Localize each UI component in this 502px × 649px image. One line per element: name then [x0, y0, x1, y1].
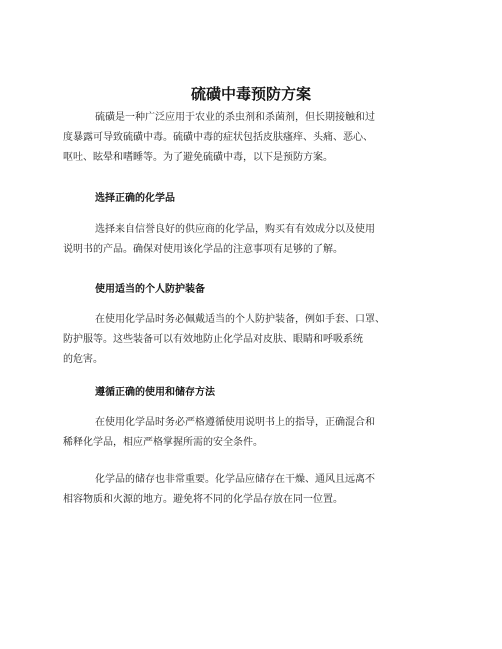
section-paragraph-usage [63, 413, 443, 453]
paragraph-line: 在使用化学品时务必佩戴适当的个人防护装备，例如手套、口罩、 [95, 314, 385, 325]
paragraph-line: 稀释化学品，相应严格掌握所需的安全条件。 [63, 437, 263, 448]
section-heading-ppe: 使用适当的个人防护装备 [95, 284, 205, 295]
paragraph-line: 呕吐、眩晕和嗜睡等。为了避免硫磺中毒，以下是预防方案。 [63, 152, 333, 163]
paragraph-line: 在使用化学品时务必严格遵循使用说明书上的指导，正确混合和 [95, 417, 375, 428]
page-title: 硫磺中毒预防方案 [190, 85, 311, 103]
section-paragraph-chemicals [63, 220, 443, 260]
section-heading-chemicals: 选择正确的化学品 [95, 193, 175, 204]
intro-paragraph [63, 108, 443, 168]
section-paragraph-ppe [63, 310, 443, 370]
paragraph-line: 说明书的产品。确保对使用该化学品的注意事项有足够的了解。 [63, 244, 343, 255]
paragraph-line: 的危害。 [63, 354, 103, 365]
paragraph-line: 选择来自信誉良好的供应商的化学品，购买有有效成分以及使用 [95, 224, 375, 235]
section-heading-usage-storage: 遵循正确的使用和储存方法 [95, 387, 215, 398]
paragraph-line: 防护服等。这些装备可以有效地防止化学品对皮肤、眼睛和呼吸系统 [63, 334, 363, 345]
paragraph-line: 硫磺是一种广泛应用于农业的杀虫剂和杀菌剂，但长期接触和过 [95, 112, 375, 123]
paragraph-line: 化学品的储存也非常重要。化学品应储存在干燥、通风且远离不 [95, 474, 375, 485]
section-paragraph-storage [63, 470, 443, 510]
paragraph-line: 相容物质和火源的地方。避免将不同的化学品存放在同一位置。 [63, 494, 343, 505]
paragraph-line: 度暴露可导致硫磺中毒。硫磺中毒的症状包括皮肤瘙痒、头痛、恶心、 [63, 132, 373, 143]
